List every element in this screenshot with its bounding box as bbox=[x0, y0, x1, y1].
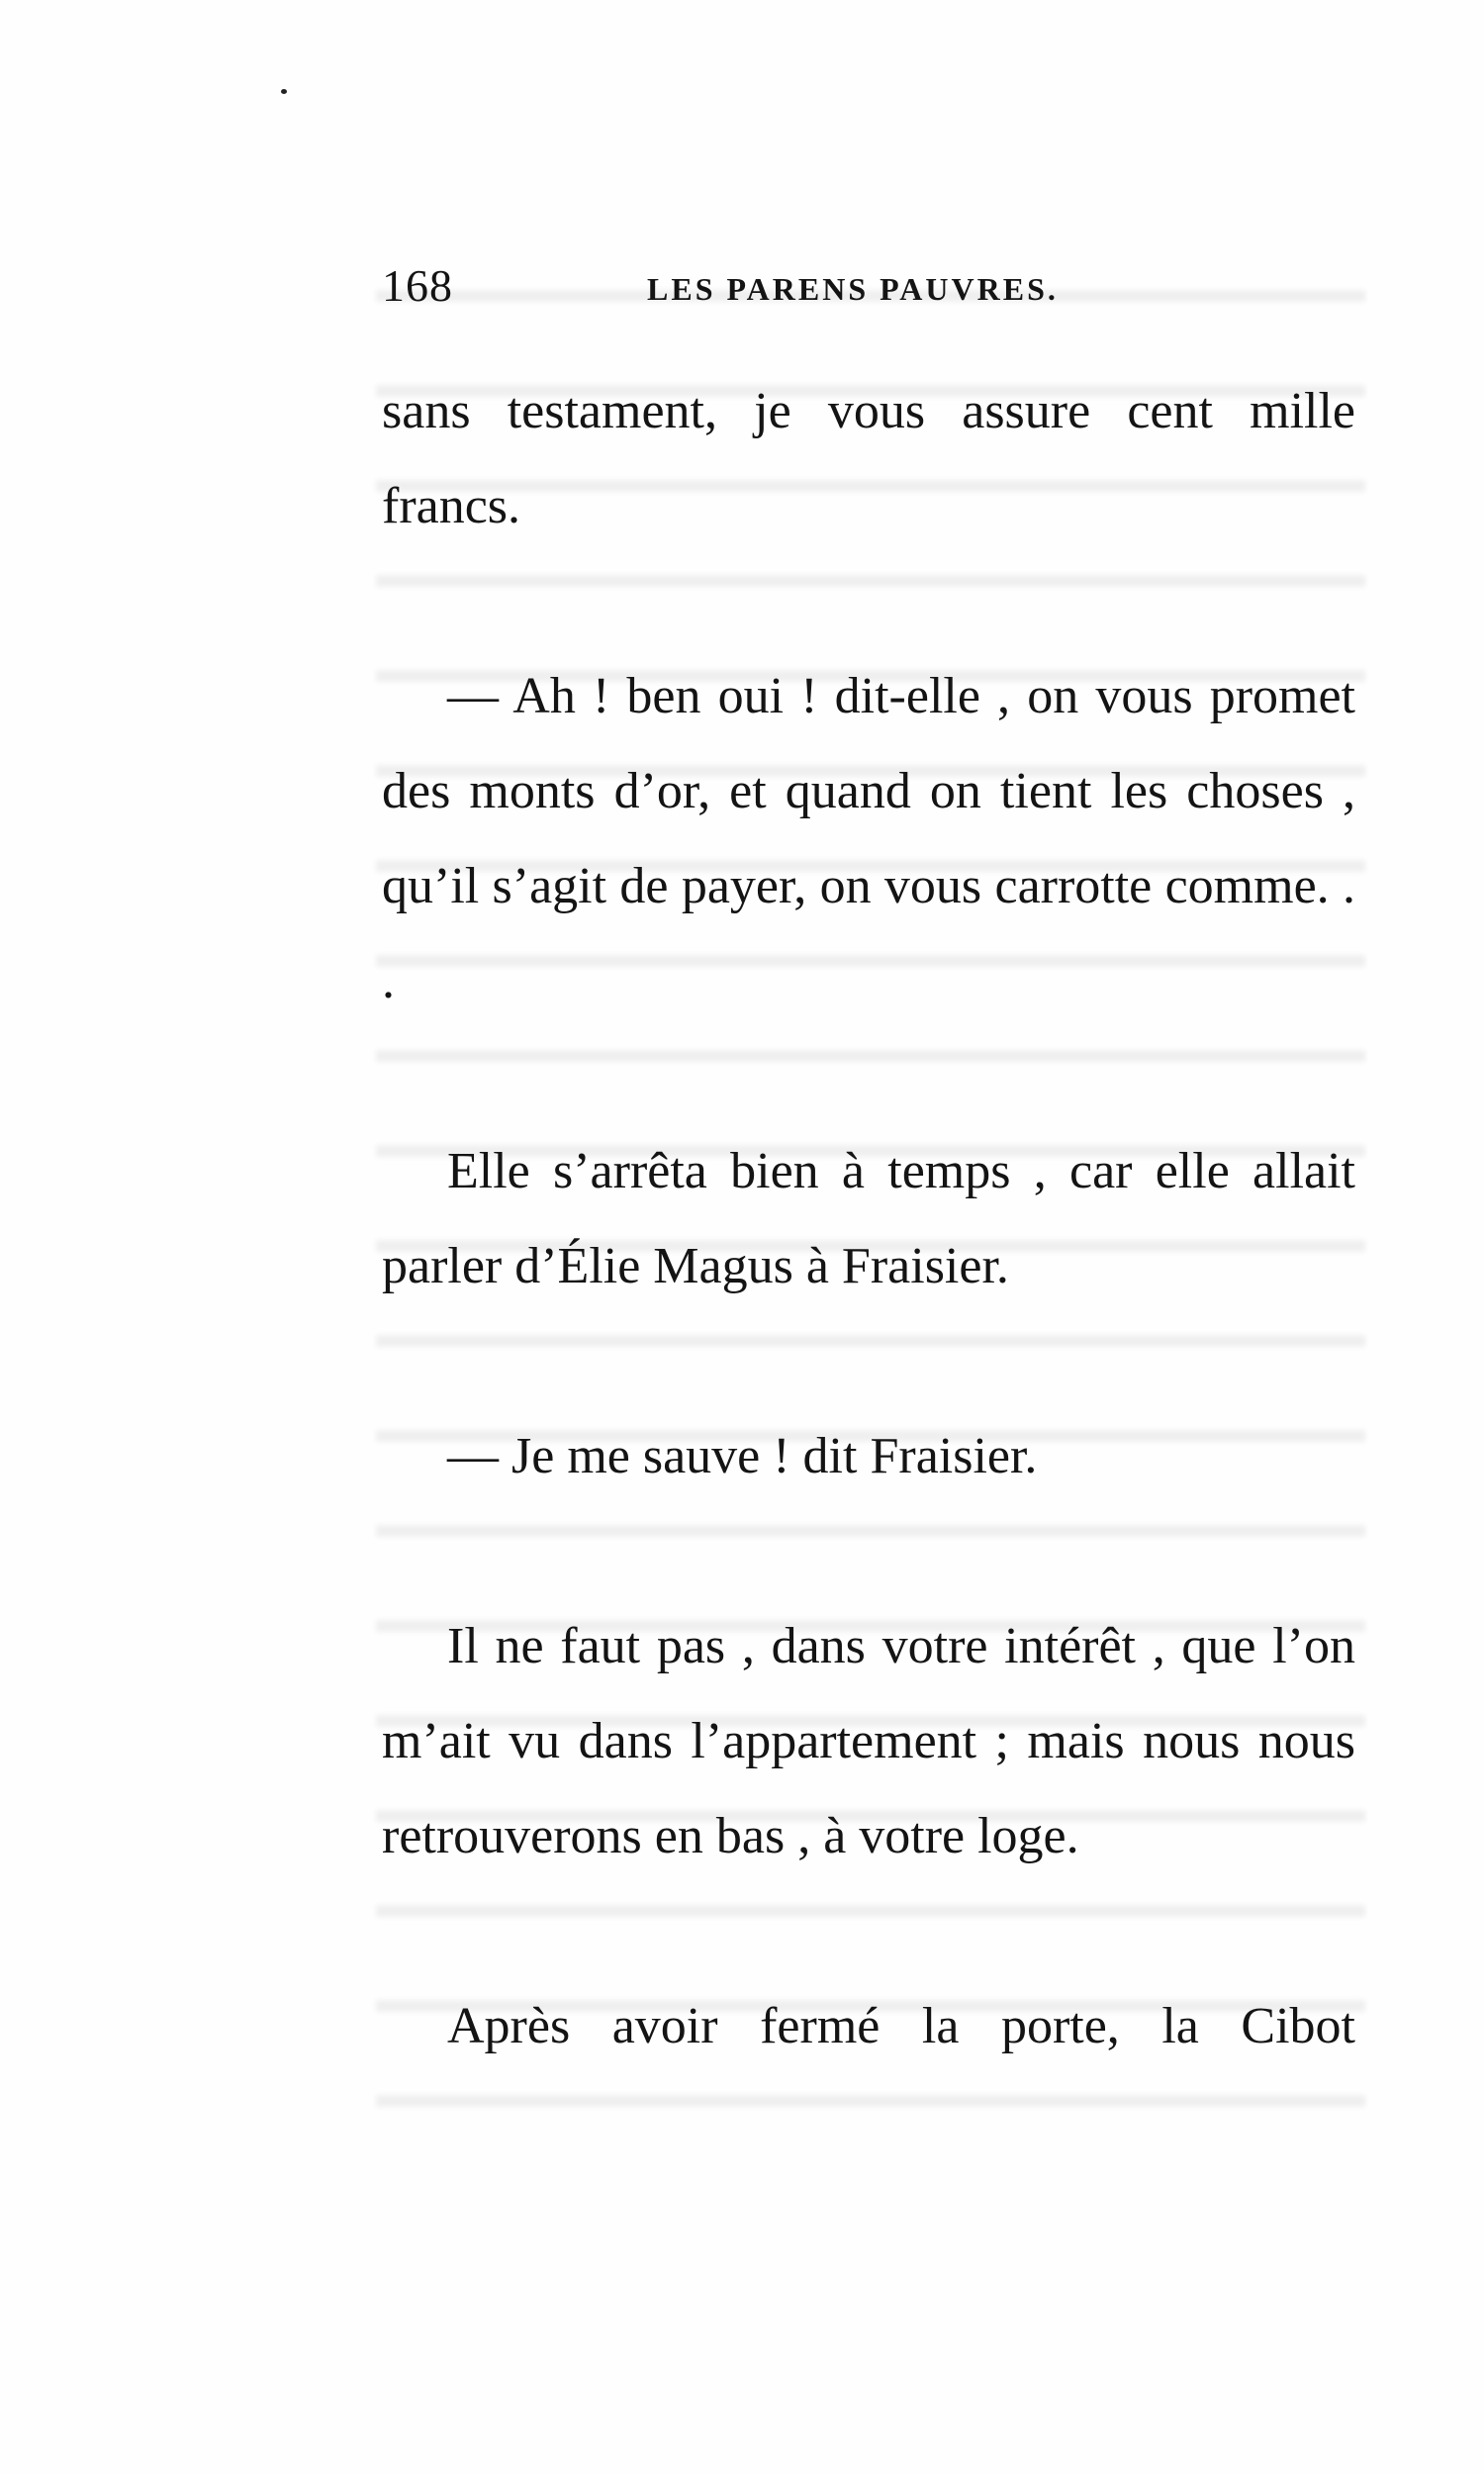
paragraph-dialogue-fraisier: — Je me sauve ! dit Fraisier. bbox=[447, 1428, 1038, 1484]
paragraph-continuation: sans testament, je vous assure cent mille francs. bbox=[382, 383, 1355, 534]
page-header bbox=[382, 259, 1355, 319]
paragraph-dialogue-cibot: — Ah ! ben oui ! dit-elle , on vous promet des monts d’or, et quand on tient les choses , qu’il s’agit de payer, on vous carrotte comme. . . bbox=[382, 668, 1355, 1009]
running-head: LES PARENS PAUVRES. bbox=[647, 271, 1059, 307]
ink-speck bbox=[281, 89, 287, 94]
paragraph-narration: Elle s’arrêta bien à temps , car elle allait parler d’Élie Magus à Fraisier. bbox=[382, 1143, 1355, 1294]
paragraph-fraisier-continued: Il ne faut pas , dans votre intérêt , que l’on m’ait vu dans l’appartement ; mais nous nous retrouverons en bas , à votre loge. bbox=[382, 1618, 1355, 1864]
page-number: 168 bbox=[382, 260, 453, 311]
paragraph-final: Après avoir fermé la porte, la Cibot bbox=[447, 1998, 1355, 2054]
body-text bbox=[382, 364, 1355, 2074]
